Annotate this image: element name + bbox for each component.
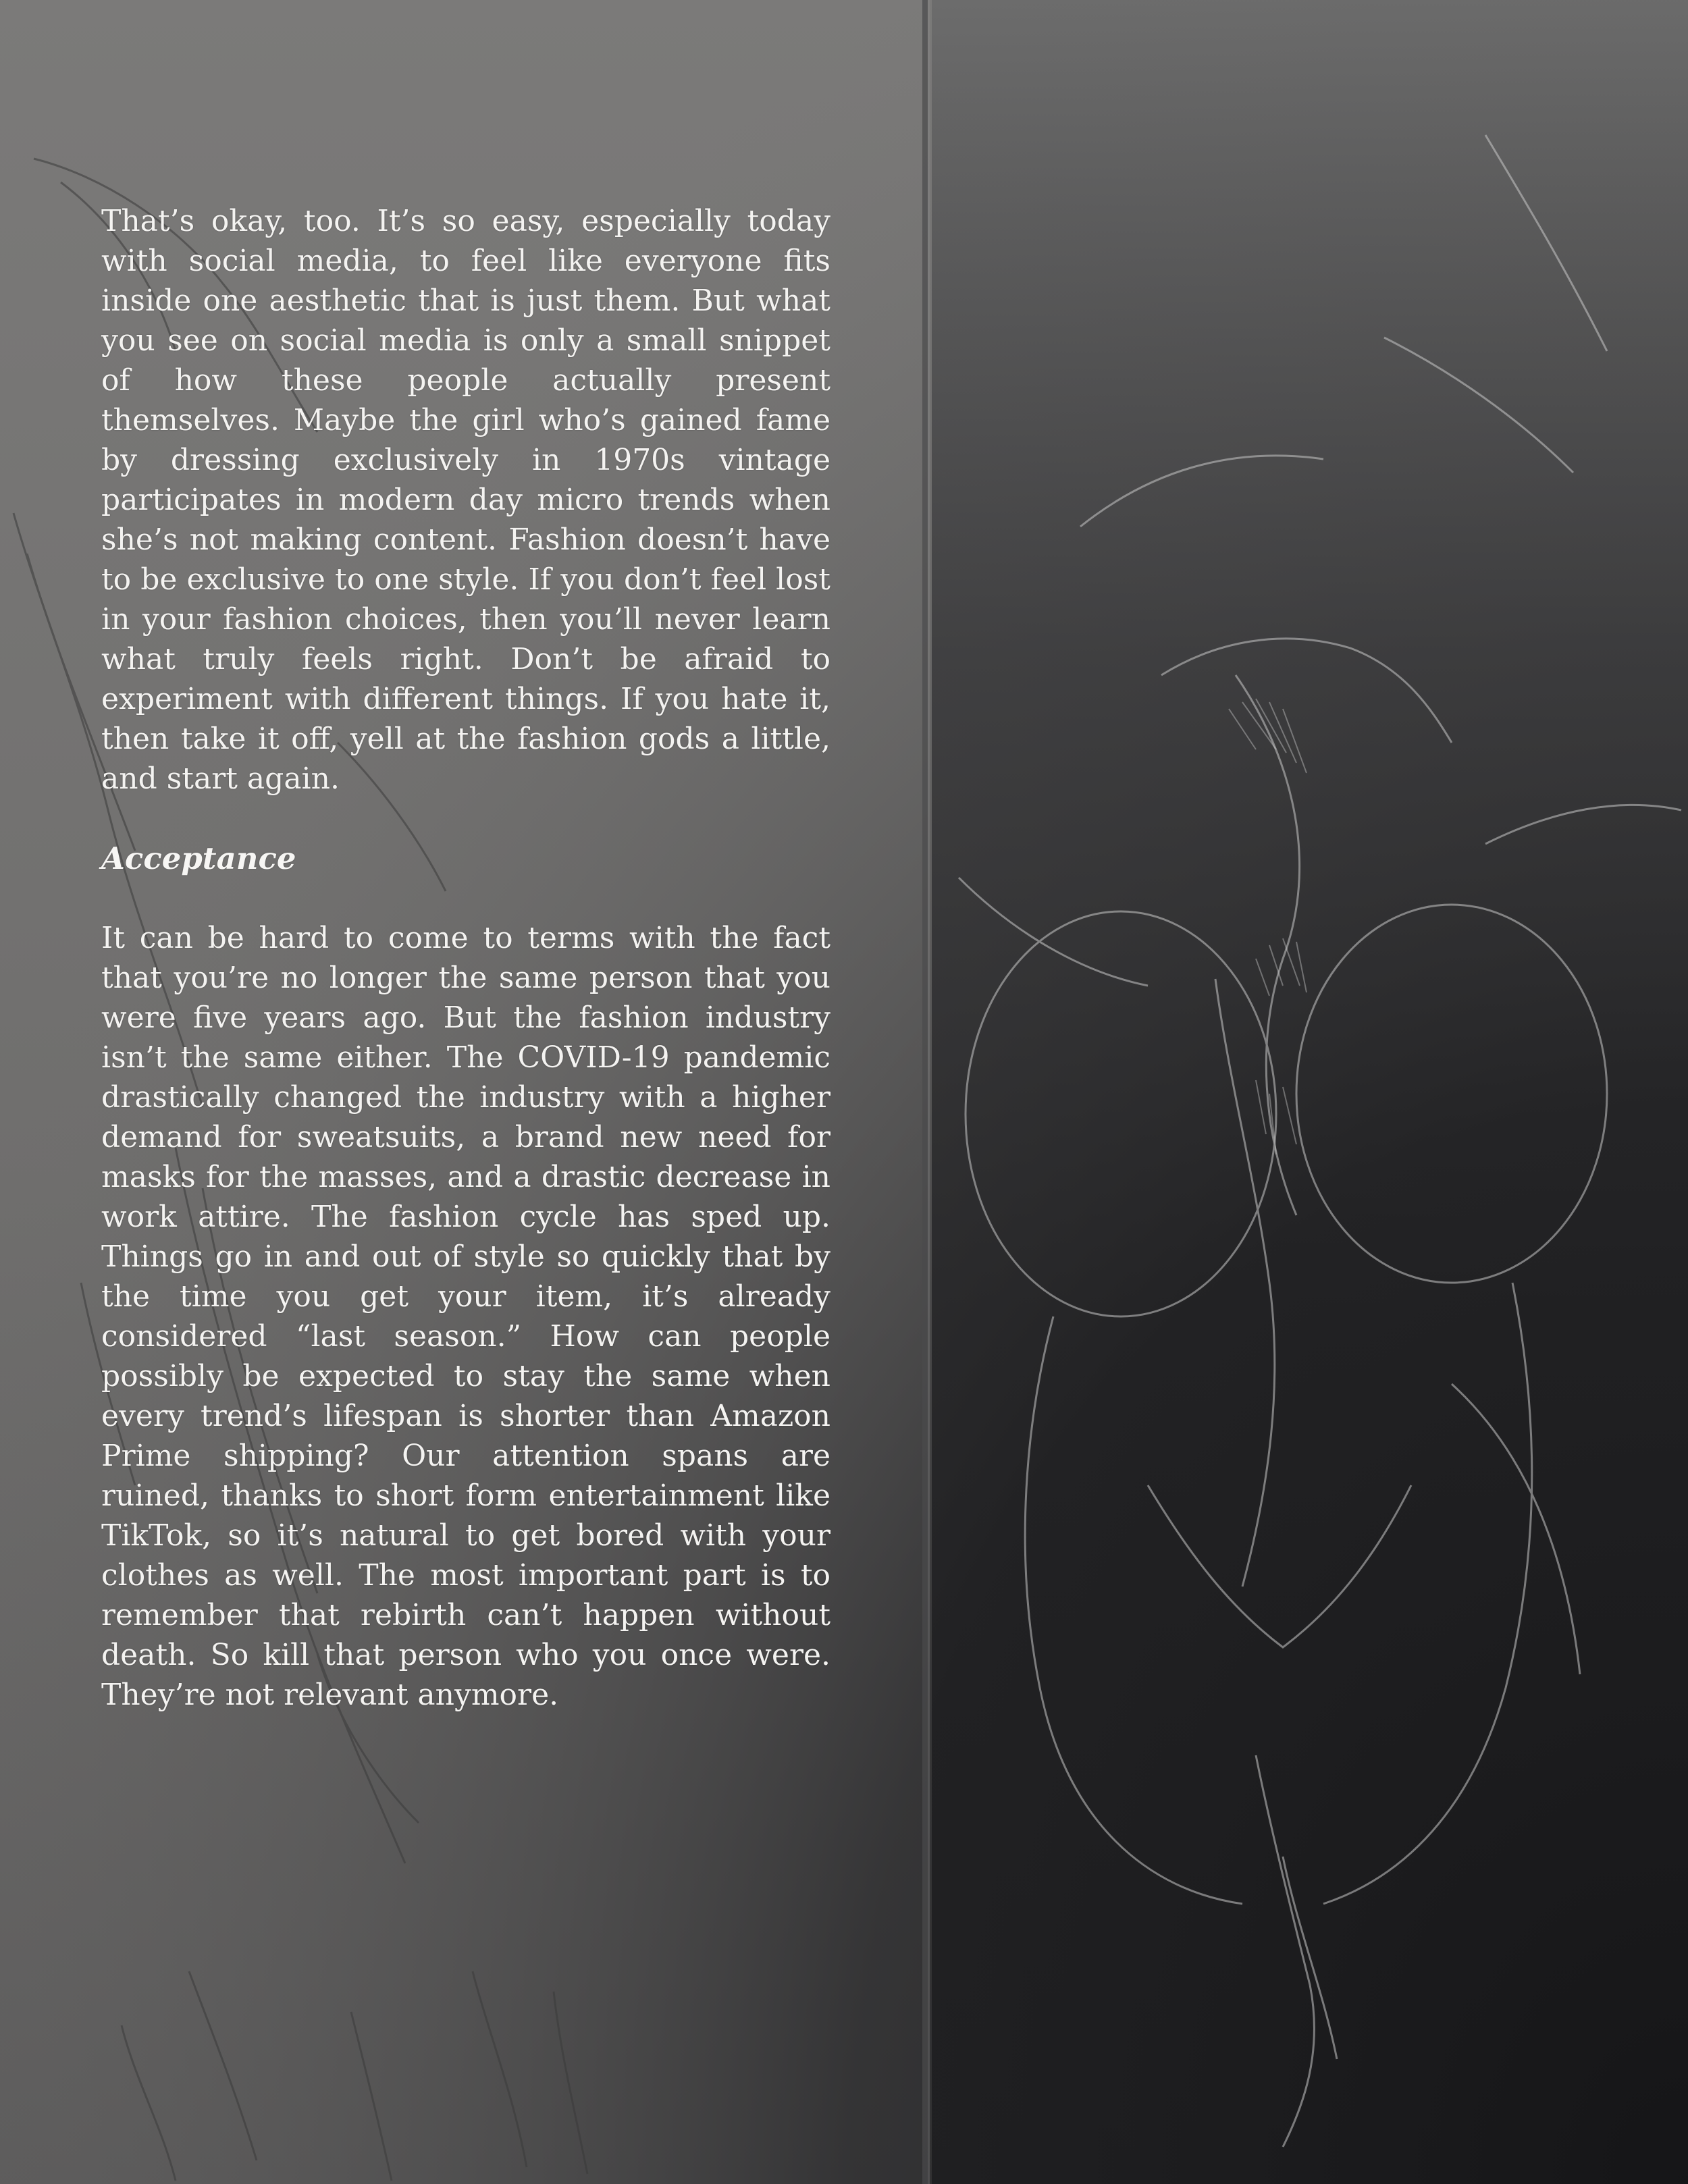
article-paragraph: It can be hard to come to terms with the fact that you’re no longer the same person that you were five years ago. But the fashion industry isn’t the same either. The COVID-19 pandemic drastically changed the industry with a higher demand for sweatsuits, a brand new need for masks for the masses, and a drastic decrease in work attire. The fashion cycle has sped up. Things go in and out of style so quickly that by the time you get your item, it’s already considered “last season.” How can people possibly be expected to stay the same when every trend’s lifespan is shorter than Amazon Prime shipping? Our attention spans are ruined, thanks to short form entertainment like TikTok, so it’s natural to get bored with your clothes as well. The most important part is to remember that rebirth can’t happen without death. So kill that person who you once were. They’re not relevant anymore.: [101, 921, 830, 1712]
book-gutter: [922, 0, 928, 2184]
section-heading: Acceptance: [101, 841, 296, 876]
article-paragraph: That’s okay, too. It’s so easy, especially today with social media, to feel like everyone fits inside one aesthetic that is just them. But what you see on social media is only a small snippet of how these people actually present themselves. Maybe the girl who’s gained fame by dressing exclusively in 1970s vintage participates in modern day micro trends when she’s not making content. Fashion doesn’t have to be exclusive to one style. If you don’t feel lost in your fashion choices, then you’ll never learn what truly feels right. Don’t be afraid to experiment with different things. If you hate it, then take it off, yell at the fashion gods a little, and start again.: [101, 204, 830, 796]
article-body: [101, 201, 830, 1755]
